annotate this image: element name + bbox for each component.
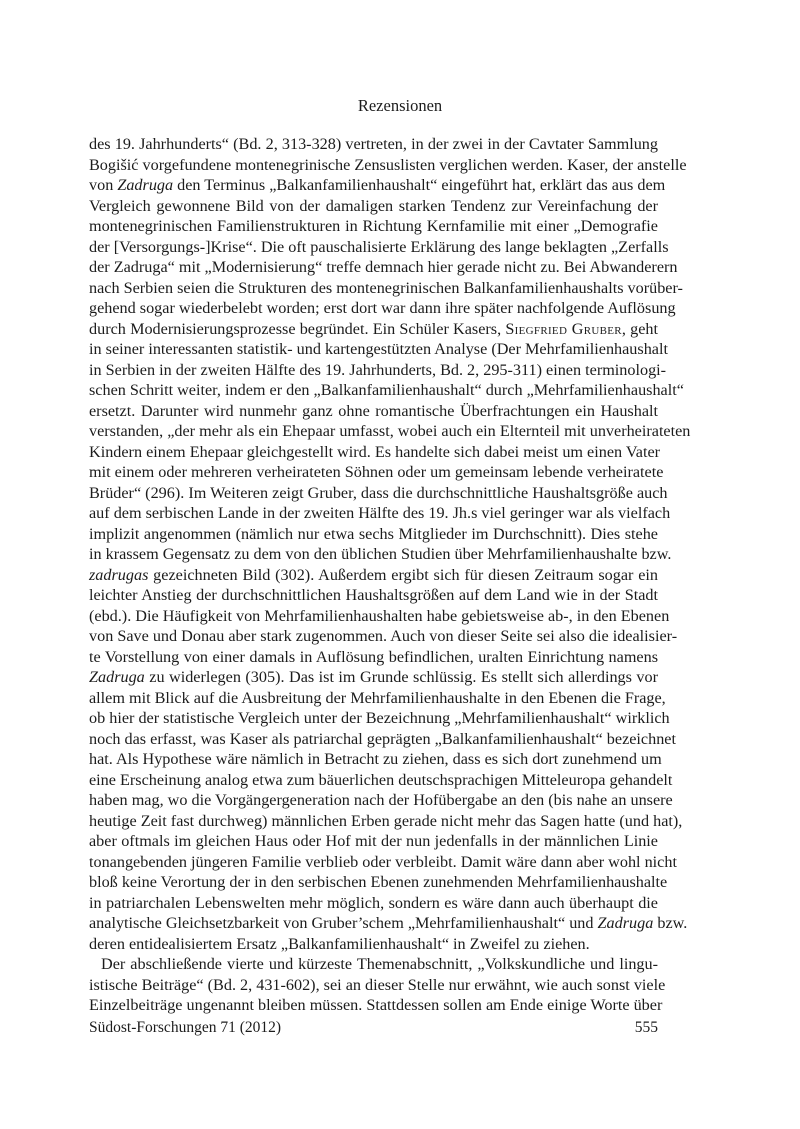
text-line: in patriarchalen Lebenswelten mehr möglich, sondern es wäre dann auch überhaupt die xyxy=(89,893,658,912)
text-line: der Zadruga“ mit „Modernisierung“ treffe demnach hier gerade nicht zu. Bei Abwanderern xyxy=(89,258,678,276)
text-line: Vergleich gewonnene Bild von der damaligen starken Tendenz zur Vereinfachung der xyxy=(89,196,658,215)
text-line: gehend sogar wiederbelebt worden; erst dort war dann ihre später nachfolgende Auflösung xyxy=(89,299,676,317)
text-line: noch das erfasst, was Kaser als patriarchal geprägten „Balkanfamilienhaushalt“ bezeichnet xyxy=(89,729,676,748)
text-line: analytische Gleichsetzbarkeit von Gruber’schem „Mehrfamilienhaushalt“ und Zadruga bzw. xyxy=(89,914,688,932)
text-line: Der abschließende vierte und kürzeste Themenabschnitt, „Volkskundliche und lingu- xyxy=(101,955,658,973)
body-text xyxy=(89,134,691,1016)
text-line: Einzelbeiträge ungenannt bleiben müssen. Stattdessen sollen am Ende einige Worte über xyxy=(89,996,663,1014)
text-line: (ebd.). Die Häufigkeit von Mehrfamilienhaushalten habe gebietsweise ab-, in den Ebenen xyxy=(89,606,670,625)
text-line: in Serbien in der zweiten Hälfte des 19. Jahrhunderts, Bd. 2, 295-311) einen terminologi- xyxy=(89,360,667,379)
text-line: allem mit Blick auf die Ausbreitung der Mehrfamilienhaushalte in den Ebenen die Frage, xyxy=(89,688,666,707)
text-line: deren entidealisiertem Ersatz „Balkanfamilienhaushalt“ in Zweifel zu ziehen. xyxy=(89,934,590,953)
text-line: montenegrinischen Familienstrukturen in Richtung Kernfamilie mit einer „Demografie xyxy=(89,217,658,235)
text-line: verstanden, „der mehr als ein Ehepaar umfasst, wobei auch ein Elternteil mit unverheirateten xyxy=(89,422,691,440)
journal-citation: Südost-Forschungen 71 (2012) xyxy=(89,1019,282,1036)
text-line: nach Serbien seien die Strukturen des montenegrinischen Balkanfamilienhaushalts vorüber- xyxy=(89,278,683,297)
text-line: Kindern einem Ehepaar gleichgestellt wird. Es handelte sich dabei meist um einen Vater xyxy=(89,442,661,461)
text-line: Brüder“ (296). Im Weiteren zeigt Gruber, dass die durchschnittliche Haushaltsgröße auch xyxy=(89,483,668,502)
text-line: zadrugas gezeichneten Bild (302). Außerdem ergibt sich für diesen Zeitraum sogar ein xyxy=(89,565,658,584)
text-line: des 19. Jahrhunderts“ (Bd. 2, 313-328) vertreten, in der zwei in der Cavtater Sammlung xyxy=(89,135,658,153)
text-line: ersetzt. Darunter wird nunmehr ganz ohne romantische Überfrachtungen ein Haushalt xyxy=(89,401,658,420)
text-line: Zadruga zu widerlegen (305). Das ist im Grunde schlüssig. Es stellt sich allerdings vor xyxy=(89,668,658,686)
text-line: in seiner interessanten statistik- und kartengestützten Analyse (Der Mehrfamilienhaushalt xyxy=(89,340,668,358)
page-number: 555 xyxy=(634,1019,658,1036)
text-line: Bogišić vorgefundene montenegrinische Zensuslisten verglichen werden. Kaser, der anstelle xyxy=(89,155,687,174)
text-line: haben mag, wo die Vorgängergeneration nach der Hofübergabe an den (bis nahe an unsere xyxy=(89,791,673,809)
paragraph-2 xyxy=(89,954,666,1016)
text-line: mit einem oder mehreren verheirateten Söhnen oder um gemeinsam lebende verheiratete xyxy=(89,463,664,481)
text-line: von Zadruga den Terminus „Balkanfamilienhaushalt“ eingeführt hat, erklärt das aus dem xyxy=(89,176,666,194)
text-line: bloß keine Verortung der in den serbischen Ebenen zunehmenden Mehrfamilienhaushalte xyxy=(89,873,668,891)
text-line: istische Beiträge“ (Bd. 2, 431-602), sei an dieser Stelle nur erwähnt, wie auch sonst viele xyxy=(89,975,666,994)
text-line: te Vorstellung von einer damals in Auflösung befindlichen, uralten Einrichtung namens xyxy=(89,647,658,666)
text-line: auf dem serbischen Lande in der zweiten Hälfte des 19. Jh.s viel geringer war als vielfach xyxy=(89,504,671,522)
text-line: schen Schritt weiter, indem er den „Balkanfamilienhaushalt“ durch „Mehrfamilienhaushalt“ xyxy=(89,381,684,399)
text-line: in krassem Gegensatz zu dem von den üblichen Studien über Mehrfamilienhaushalte bzw. xyxy=(89,545,672,563)
text-line: von Save und Donau aber stark zugenommen. Auch von dieser Seite sei also die idealisier- xyxy=(89,627,678,645)
text-line: hat. Als Hypothese wäre nämlich in Betracht zu ziehen, dass es sich dort zunehmend um xyxy=(89,750,662,768)
text-line: heutige Zeit fast durchweg) männlichen Erben gerade nicht mehr das Sagen hatte (und hat), xyxy=(89,811,683,830)
running-head: Rezensionen xyxy=(357,96,443,115)
text-line: der [Versorgungs-]Krise“. Die oft pauschalisierte Erklärung des lange beklagten „Zerfalls xyxy=(89,237,669,256)
text-line: leichter Anstieg der durchschnittlichen Haushaltsgrößen auf dem Land wie in der Stadt xyxy=(89,586,658,604)
text-line: eine Erscheinung analog etwa zum bäuerlichen deutschsprachigen Mitteleuropa gehandelt xyxy=(89,770,673,789)
text-line: tonangebenden jüngeren Familie verblieb oder verbleibt. Damit wäre dann aber wohl nicht xyxy=(89,852,677,871)
paragraph-1 xyxy=(89,134,691,954)
text-line: aber oftmals im gleichen Haus oder Hof mit der nun jedenfalls in der männlichen Linie xyxy=(89,832,658,850)
text-line: implizit angenommen (nämlich nur etwa sechs Mitglieder im Durchschnitt). Dies stehe xyxy=(89,524,658,543)
text-line: durch Modernisierungsprozesse begründet. Ein Schüler Kasers, Siegfried Gruber, geht xyxy=(89,319,659,338)
text-line: ob hier der statistische Vergleich unter der Bezeichnung „Mehrfamilienhaushalt“ wirklich xyxy=(89,709,670,727)
